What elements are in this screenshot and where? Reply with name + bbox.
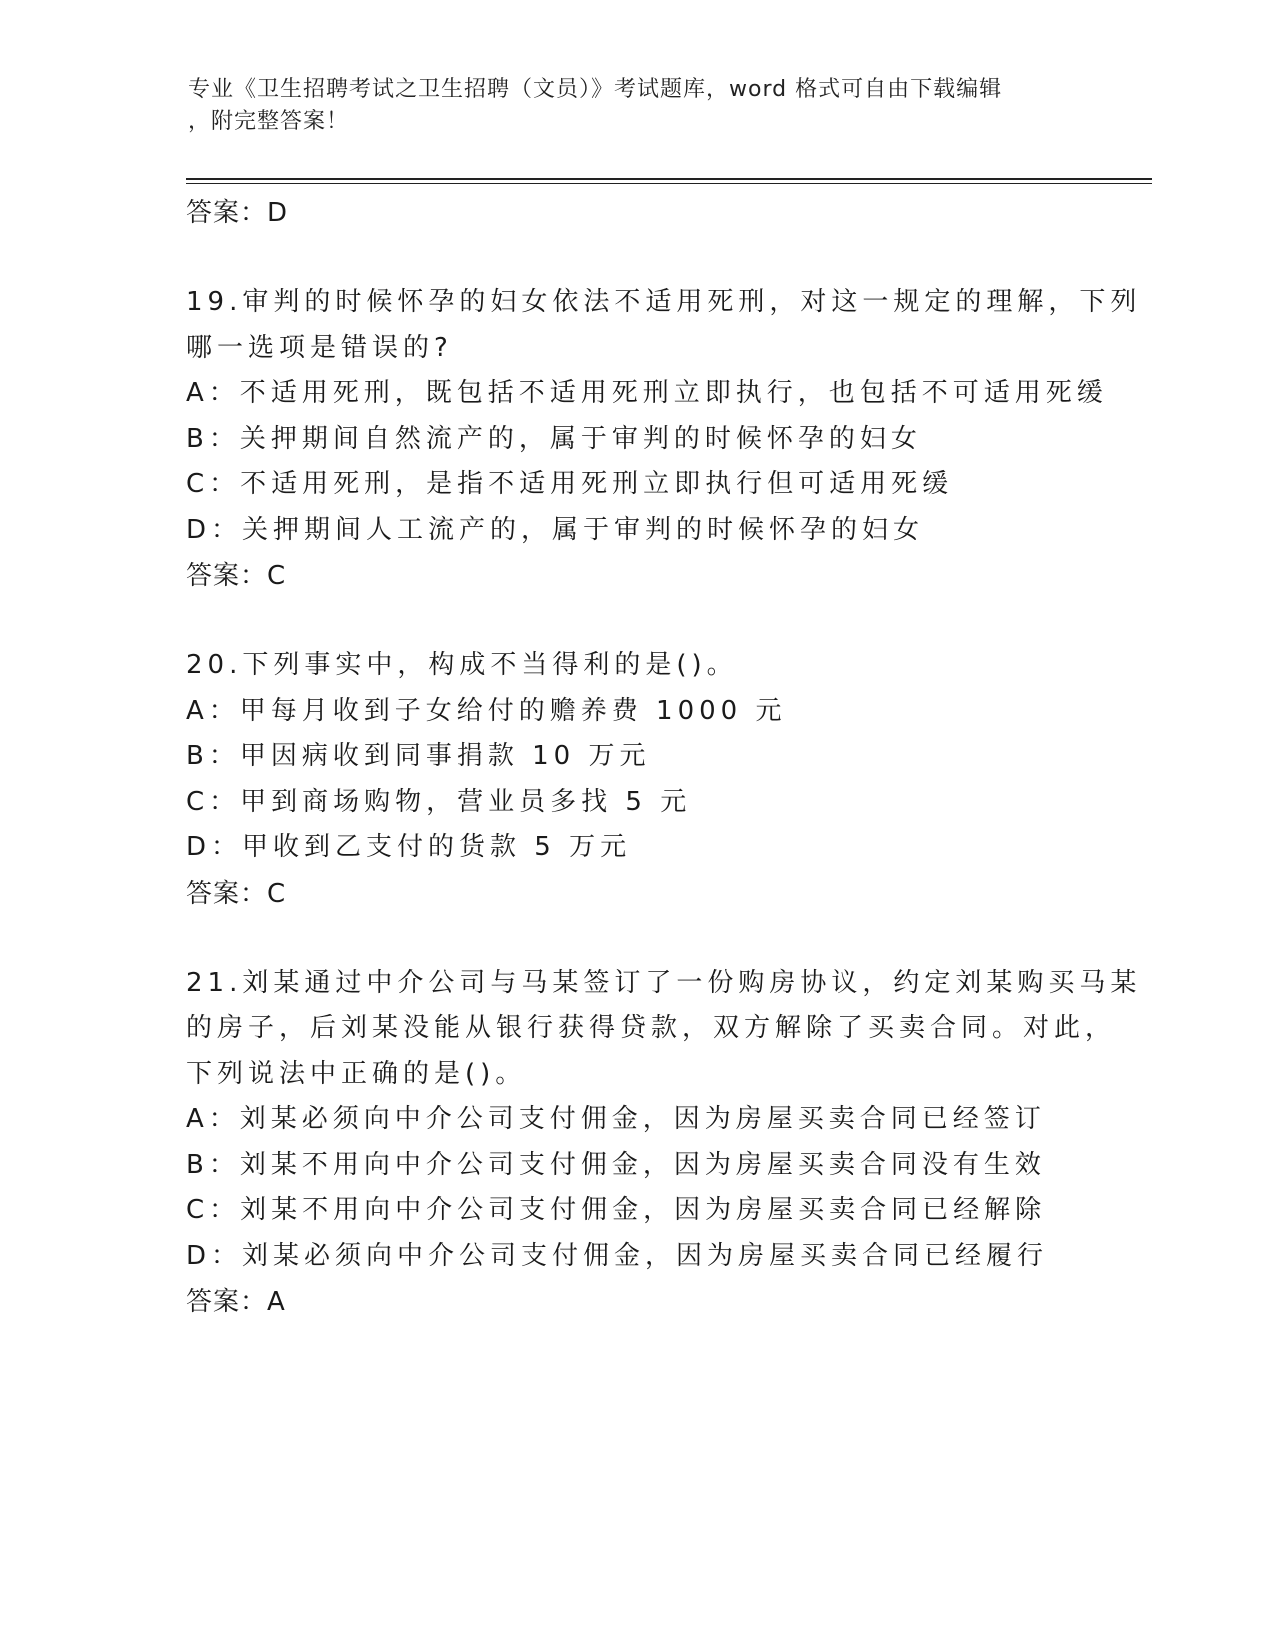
answer: 答案：C	[186, 561, 287, 591]
option-d: D：甲收到乙支付的货款 5 万元	[186, 832, 632, 862]
question-text-line: 的房子，后刘某没能从银行获得贷款，双方解除了买卖合同。对此，	[186, 1013, 1117, 1043]
question-text-line: 20.下列事实中，构成不当得利的是()。	[186, 650, 738, 680]
answer: 答案：A	[186, 1287, 286, 1317]
option-b: B：关押期间自然流产的，属于审判的时候怀孕的妇女	[186, 423, 922, 454]
question-21	[186, 961, 1142, 1326]
header-line-2: ，附完整答案！	[188, 109, 350, 134]
question-text-line: 21.刘某通过中介公司与马某签订了一份购房协议，约定刘某购买马某	[186, 967, 1142, 998]
question-content	[186, 190, 1142, 1325]
question-text-line: 下列说法中正确的是()。	[186, 1058, 527, 1089]
answer-previous: 答案：D	[186, 198, 289, 228]
question-text-line: 19.审判的时候怀孕的妇女依法不适用死刑，对这一规定的理解，下列	[186, 287, 1142, 317]
option-a: A：甲每月收到子女给付的赡养费 1000 元	[186, 695, 787, 726]
header-line-1: 专业《卫生招聘考试之卫生招聘（文员）》考试题库，word 格式可自由下载编辑	[188, 77, 1003, 102]
answer: 答案：C	[186, 878, 287, 909]
option-d: D：关押期间人工流产的，属于审判的时候怀孕的妇女	[186, 514, 925, 545]
option-b: B：刘某不用向中介公司支付佣金，因为房屋买卖合同没有生效	[186, 1149, 1046, 1180]
header-divider-thick	[186, 178, 1152, 180]
option-c: C：刘某不用向中介公司支付佣金，因为房屋买卖合同已经解除	[186, 1195, 1047, 1225]
option-d: D：刘某必须向中介公司支付佣金，因为房屋买卖合同已经履行	[186, 1240, 1049, 1271]
question-20	[186, 643, 1086, 917]
question-text-line: 哪一选项是错误的?	[186, 332, 453, 363]
question-19	[186, 280, 1142, 599]
option-c: C：甲到商场购物，营业员多找 5 元	[186, 786, 692, 817]
option-a: A：不适用死刑，既包括不适用死刑立即执行，也包括不可适用死缓	[186, 378, 1108, 408]
header-divider-thin	[186, 183, 1152, 184]
option-b: B：甲因病收到同事捐款 10 万元	[186, 741, 651, 771]
page-header	[188, 74, 1088, 138]
option-a: A：刘某必须向中介公司支付佣金，因为房屋买卖合同已经签订	[186, 1104, 1046, 1134]
option-c: C：不适用死刑，是指不适用死刑立即执行但可适用死缓	[186, 469, 954, 499]
